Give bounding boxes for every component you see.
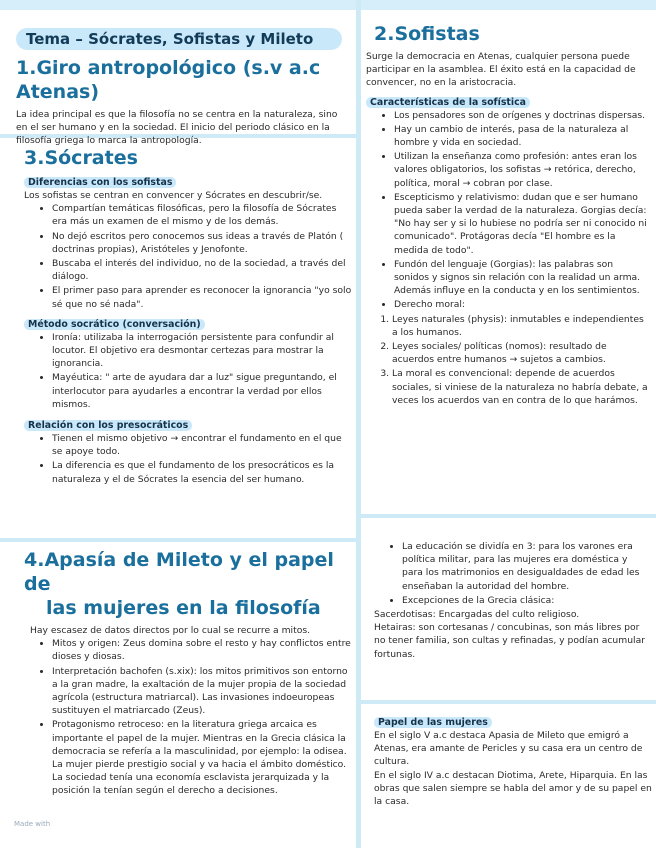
section-title: 4.Apasía de Mileto y el papel de [24,549,334,595]
section-apasia-continued [374,540,650,661]
section-giro [16,56,348,148]
topic-title: Tema – Sócrates, Sofistas y Mileto [16,28,342,50]
list-item: • Hay un cambio de interés, pasa de la naturaleza al hombre y vida en sociedad. [394,123,650,149]
bullet-list [366,109,650,312]
section-text: Hetairas: son cortesanas / concubinas, son más libres por no tener familia, son cultas y refinadas, y podían acumular fortunas. [374,622,645,660]
list-item: 1. Leyes naturales (physis): inmutables e independientes a los humanos. [392,313,650,339]
bullet-list [24,202,352,311]
subheading: Diferencias con los sofistas [24,177,176,188]
list-item: 2. Leyes sociales/ políticas (nomos): resultado de acuerdos entre humanos → sujetos a cambios. [392,340,650,366]
bullet-list [24,637,352,797]
section-divider [361,700,656,704]
section-text: Surge la democracia en Atenas, cualquier persona puede participar en la asamblea. El éxito está en la capacidad de convencer, no en la aristocracia. [366,51,636,89]
bullet-list [24,432,352,486]
subheading: Papel de las mujeres [374,717,492,728]
list-item: • Buscaba el interés del individuo, no de la sociedad, a través del diálogo. [52,257,352,283]
list-item: • Mayéutica: " arte de ayudara dar a luz" sigue preguntando, el interlocutor para ayudarles a encontrar la verdad por ellos mismos. [52,371,352,411]
made-with-logo: Made with [14,820,51,828]
list-item: • El primer paso para aprender es reconocer la ignorancia "yo solo sé que no sé nada". [52,284,352,310]
list-item: • Interpretación bachofen (s.xix): los mitos primitivos son entorno a la gran madre, la exaltación de la mujer propia de la sociedad agrícola (estructura matriarcal). Las invasiones indoeuropeas sustituyen el matriarcado (Zeus). [52,665,352,718]
subheading: Relación con los presocráticos [24,420,192,431]
section-title: 2.Sofistas [374,23,480,45]
section-socrates [24,146,352,487]
list-item: • Derecho moral: [394,298,650,311]
list-item: • Los pensadores son de orígenes y doctrinas dispersas. [394,109,650,122]
subheading: Método socrático (conversación) [24,319,205,330]
list-item: • Ironía: utilizaba la interrogación persistente para confundir al locutor. El objetivo era desmontar certezas para mostrar la ignorancia. [52,331,352,371]
section-text: Sacerdotisas: Encargadas del culto religioso. [374,609,580,621]
list-item: • Utilizan la enseñanza como profesión: antes eran los valores obligatorios, los sofistas → retórica, derecho, política, moral → cobran por clase. [394,150,650,190]
list-item: • Protagonismo retroceso: en la literatura griega arcaica es importante el papel de la mujer. Mientras en la Grecia clásica la democracia se refería a la masculinidad, por ejemplo: la odisea. La mujer pierde prestigio social y va hacia el ámbito doméstico. La sociedad tenía una economía esclavista jerarquizada y la posición la tenían según el derecho a decisiones. [52,718,352,797]
list-item: • La educación se dividía en 3: para los varones era política militar, para las mujeres era doméstica y para los matrimonios en desigualdades de edad les enseñaban la autoridad del hombre. [402,540,650,593]
section-title: 3.Sócrates [24,147,138,169]
numbered-list [366,313,650,407]
section-text: Hay escasez de datos directos por lo cual se recurre a mitos. [30,625,311,636]
list-item: 3. La moral es convencional: depende de acuerdos sociales, si viniese de la naturaleza no habría debate, a veces los acuerdos van en contra de lo que harámos. [392,367,650,407]
top-frame [0,0,656,10]
list-item: • Fundón del lenguaje (Gorgias): las palabras son sonidos y signos sin relación con la realidad un arma. Además influye en la conducta y en los sentimientos. [394,258,650,298]
bullet-list [374,540,650,607]
list-item: • Escepticismo y relativismo: dudan que e ser humano pueda saber la verdad de la naturaleza. Gorgias decía: "No hay ser y si lo hubiese no podría ser ni conocido ni comunicado". Protágoras decía "El hombre es la medida de todo". [394,191,650,257]
list-item: • Excepciones de la Grecia clásica: [402,594,650,607]
section-text: La idea principal es que la filosofía no se centra en la naturaleza, sino en el ser humano y en la sociedad. El inicio del periodo clásico en la filosofía griega lo marca la antropología. [16,109,338,147]
list-item: • Compartían temáticas filosóficas, pero la filosofía de Sócrates era más un examen de el mismo y de los demás. [52,202,352,228]
section-text: En el siglo IV a.c destacan Diotima, Arete, Hiparquia. En las obras que salen siempre se habla del amor y de su papel en la casa. [374,769,652,808]
section-text: En el siglo V a.c destaca Apasia de Mileto que emigró a Atenas, era amante de Pericles y su casa era un centro de cultura. [374,730,643,768]
column-divider [356,0,361,848]
section-title-line2: las mujeres en la filosofía [46,597,321,619]
list-item: • Mitos y origen: Zeus domina sobre el resto y hay conflictos entre dioses y diosas. [52,637,352,663]
list-item: • Tienen el mismo objetivo → encontrar el fundamento en el que se apoye todo. [52,432,352,458]
subheading: Características de la sofística [366,97,530,108]
section-text: Los sofistas se centran en convencer y Sócrates en descubrir/se. [24,190,323,201]
section-sofistas [366,22,650,408]
section-title: 1.Giro antropológico (s.v a.c Atenas) [16,57,321,103]
section-divider [0,538,356,542]
list-item: • No dejó escritos pero conocemos sus ideas a través de Platón ( doctrinas propias), Aristóteles y Jenofonte. [52,230,352,256]
section-papel [374,710,652,808]
section-divider [361,514,656,518]
list-item: • La diferencia es que el fundamento de los presocráticos es la naturaleza y el de Sócrates la esencia del ser humano. [52,459,352,485]
bullet-list [24,331,352,411]
section-apasia [24,548,352,799]
